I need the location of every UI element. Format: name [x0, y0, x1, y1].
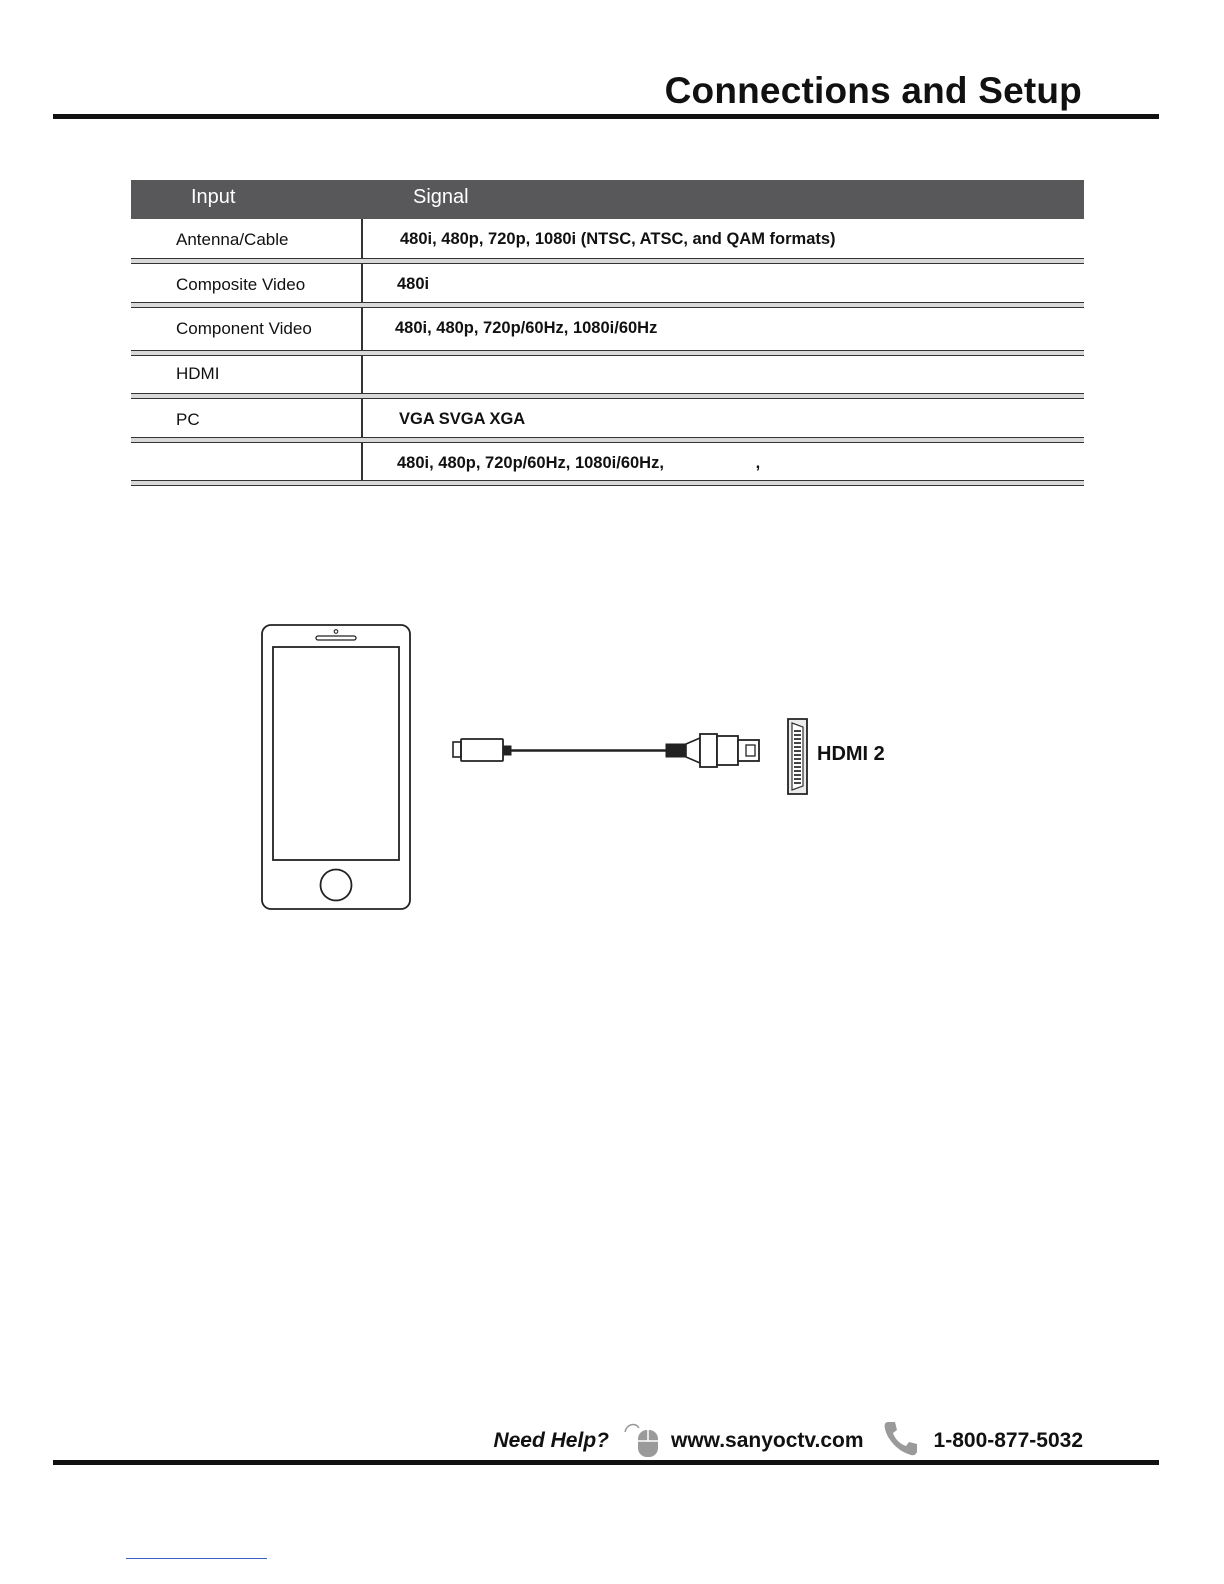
- hdmi-port-icon: [788, 719, 807, 794]
- signal-cell: 480i, 480p, 720p/60Hz, 1080i/60Hz: [395, 319, 658, 337]
- signal-cell: 480i, 480p, 720p/60Hz, 1080i/60Hz, ,: [397, 454, 761, 472]
- help-footer: [493, 1426, 1083, 1456]
- table-row: [131, 356, 1084, 393]
- website-link[interactable]: www.sanyoctv.com: [670, 1429, 864, 1452]
- column-divider: [361, 399, 363, 437]
- column-divider: [361, 264, 363, 302]
- need-help-text: Need Help?: [493, 1429, 609, 1452]
- phone-number: 1-800-877-5032: [933, 1429, 1083, 1452]
- column-divider: [361, 219, 363, 258]
- table-header: [131, 180, 1084, 219]
- column-divider: [361, 308, 363, 350]
- signal-cell: VGA SVGA XGA: [399, 410, 526, 428]
- signal-cell: 480i, 480p, 720p, 1080i (NTSC, ATSC, and QAM formats): [400, 230, 836, 248]
- input-cell: Composite Video: [176, 275, 306, 294]
- column-divider: [361, 443, 363, 480]
- footer-rule: [53, 1460, 1159, 1465]
- column-divider: [361, 356, 363, 393]
- mouse-icon: [623, 1418, 661, 1464]
- input-cell: HDMI: [176, 364, 220, 383]
- table-row: [131, 308, 1084, 350]
- table-row: [131, 219, 1084, 258]
- phone-icon: [882, 1419, 920, 1463]
- table-row: [131, 264, 1084, 302]
- input-column-header: Input: [191, 186, 236, 208]
- table-row: [131, 399, 1084, 437]
- table-row: [131, 443, 1084, 480]
- signal-cell: 480i: [397, 275, 430, 293]
- header-rule: [53, 114, 1159, 119]
- row-separator: [131, 480, 1084, 486]
- input-cell: Component Video: [176, 319, 312, 338]
- page-title: Connections and Setup: [664, 70, 1082, 111]
- link-underline: [126, 1558, 267, 1559]
- input-cell: Antenna/Cable: [176, 230, 289, 249]
- signal-table: [131, 180, 1084, 486]
- smartphone-icon: [262, 625, 410, 909]
- signal-column-header: Signal: [413, 186, 469, 208]
- hdmi-cable-icon: [453, 734, 759, 767]
- input-cell: PC: [176, 410, 200, 429]
- hdmi-port-label: HDMI 2: [817, 743, 885, 765]
